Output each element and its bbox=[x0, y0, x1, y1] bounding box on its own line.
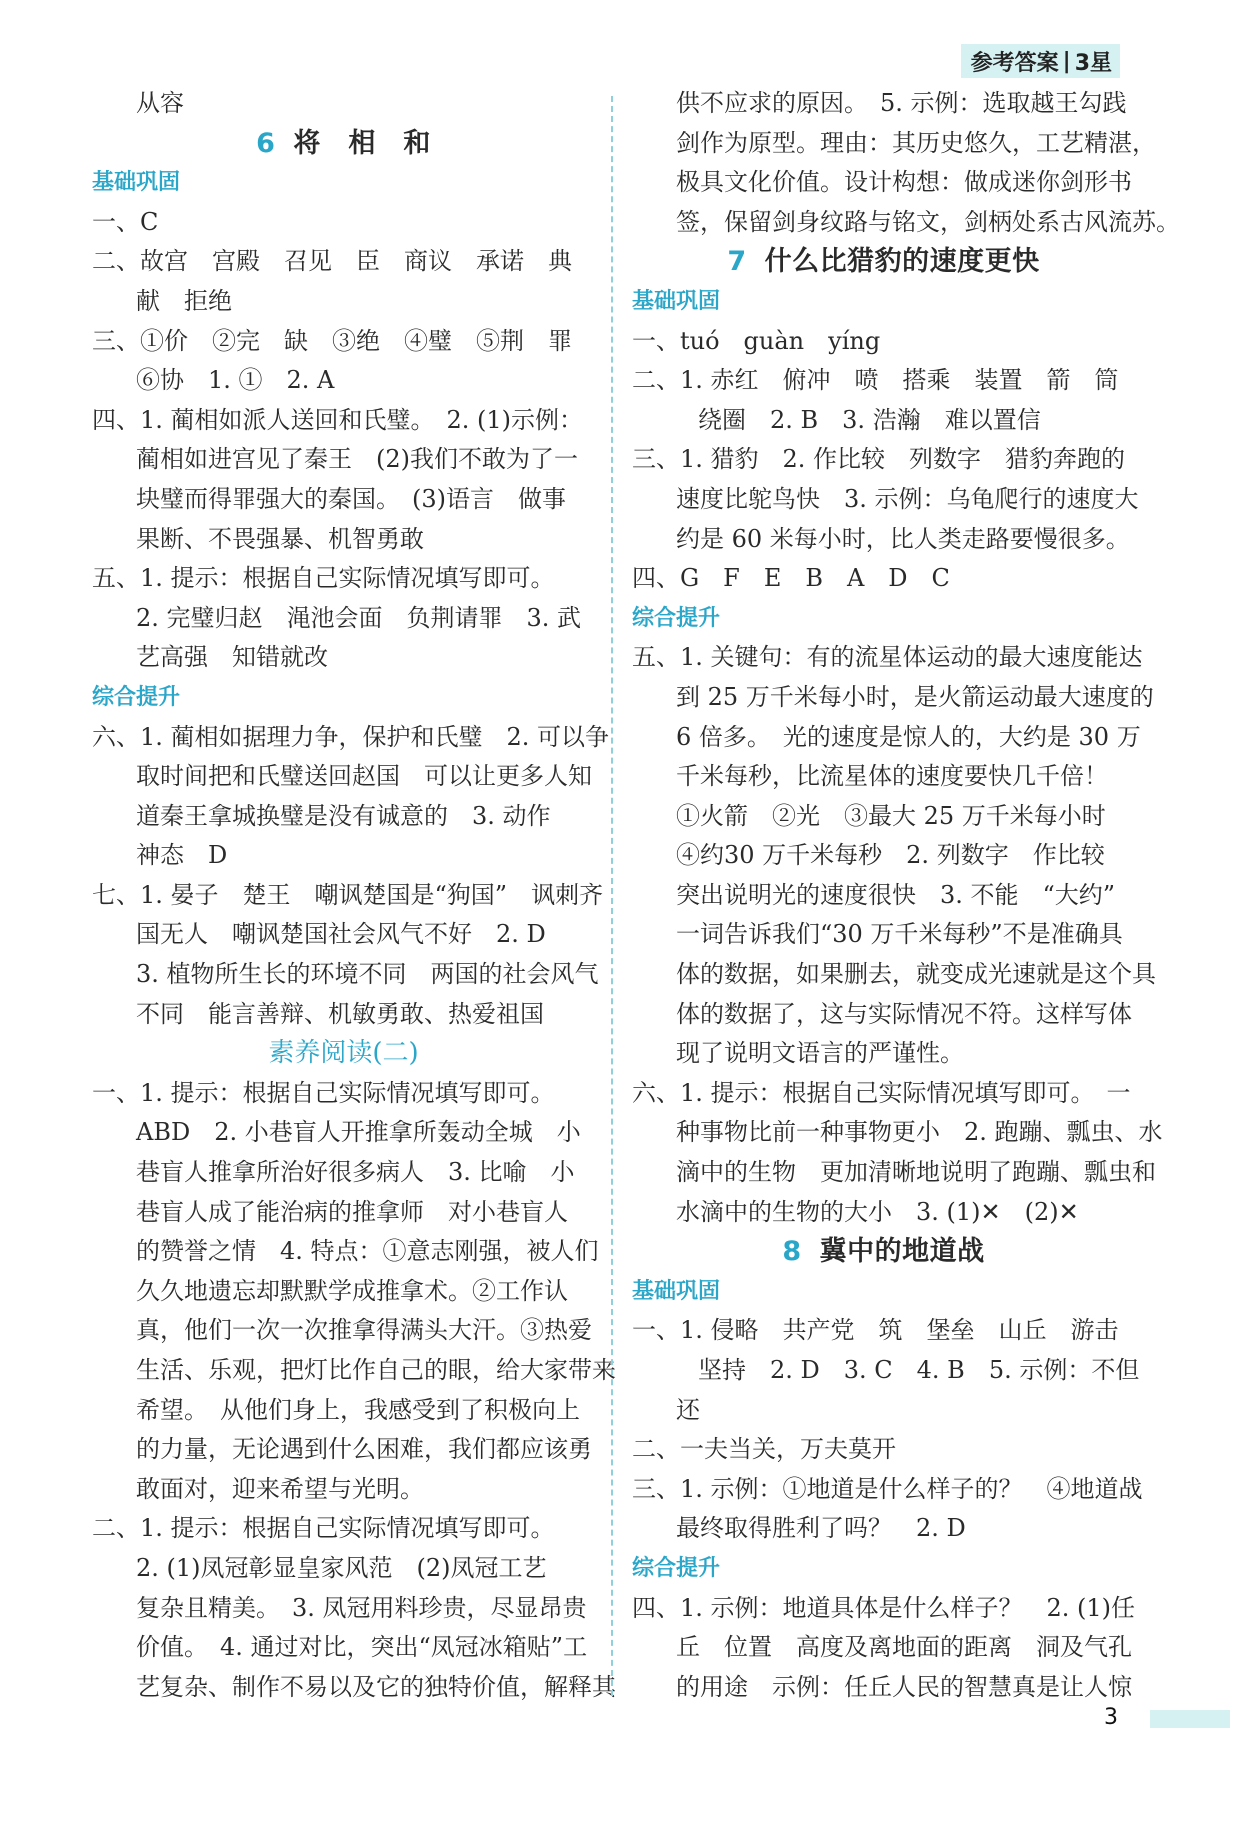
answer-line: 五、1. 提示：根据自己实际情况填写即可。 bbox=[92, 564, 555, 593]
answer-line: 从容 bbox=[136, 89, 184, 117]
answer-line: 水滴中的生物的大小 3. (1)✕ (2)✕ bbox=[676, 1197, 1079, 1226]
answer-line: 敢面对，迎来希望与光明。 bbox=[136, 1474, 424, 1503]
answer-line: 四、G F E B A D C bbox=[632, 564, 950, 593]
answer-line: 一、tuó guàn yíng bbox=[632, 326, 881, 355]
section-heading: 综合提升 bbox=[632, 605, 721, 631]
answer-line: 二、1. 赤红 俯冲 喷 搭乘 装置 箭 筒 bbox=[632, 366, 1119, 395]
lesson-title-text: 将 相 和 bbox=[293, 127, 431, 159]
reading-title: 素养阅读(二) bbox=[268, 1038, 419, 1069]
answer-line: 2. (1)凤冠彰显皇家风范 (2)凤冠工艺 bbox=[136, 1553, 547, 1582]
answer-line: 3. 植物所生长的环境不同 两国的社会风气 bbox=[136, 960, 599, 989]
section-heading: 基础巩固 bbox=[632, 1278, 721, 1304]
answer-line: 坚持 2. D 3. C 4. B 5. 示例：不但 bbox=[698, 1356, 1140, 1384]
answer-line: 现了说明文语言的严谨性。 bbox=[676, 1039, 964, 1068]
answer-line: 四、1. 蔺相如派人送回和氏璧。 2. (1)示例： bbox=[92, 405, 584, 434]
lesson-title-text: 什么比猎豹的速度更快 bbox=[764, 246, 1040, 278]
answer-line: 突出说明光的速度很快 3. 不能 “大约” bbox=[676, 880, 1116, 909]
answer-line: 二、故宫 宫殿 召见 臣 商议 承诺 典 bbox=[92, 247, 572, 276]
answer-line: ④约30 万千米每秒 2. 列数字 作比较 bbox=[676, 841, 1105, 870]
answer-line: 六、1. 蔺相如据理力争，保护和氏璧 2. 可以争 bbox=[92, 722, 610, 751]
answer-line: 二、1. 提示：根据自己实际情况填写即可。 bbox=[92, 1514, 555, 1543]
answer-line: 二、一夫当关，万夫莫开 bbox=[632, 1435, 896, 1464]
answer-line: 千米每秒，比流星体的速度要快几千倍！ bbox=[676, 762, 1108, 791]
right-column bbox=[632, 84, 1180, 1707]
answer-line: 国无人 嘲讽楚国社会风气不好 2. D bbox=[136, 920, 546, 949]
answer-line: 不同 能言善辩、机敏勇敢、热爱祖国 bbox=[136, 999, 544, 1028]
answer-line: 绕圈 2. B 3. 浩瀚 难以置信 bbox=[698, 405, 1041, 434]
answer-line: 还 bbox=[676, 1395, 700, 1424]
answer-line: 丘 位置 高度及离地面的距离 洞及气孔 bbox=[676, 1633, 1132, 1662]
answer-line: 四、1. 示例：地道具体是什么样子？ 2. (1)任 bbox=[632, 1593, 1136, 1622]
answer-line: 约是 60 米每小时，比人类走路要慢很多。 bbox=[676, 524, 1130, 553]
answer-line: 五、1. 关键句：有的流星体运动的最大速度能达 bbox=[632, 643, 1143, 672]
page-number: 3 bbox=[1104, 1705, 1118, 1730]
header-label: 参考答案 bbox=[970, 50, 1059, 76]
answer-line: 生活、乐观，把灯比作自己的眼，给大家带来 bbox=[136, 1356, 616, 1384]
answer-line: 道秦王拿城换璧是没有诚意的 3. 动作 bbox=[136, 801, 551, 830]
answer-line: 巷盲人成了能治病的推拿师 对小巷盲人 bbox=[136, 1197, 568, 1226]
lesson-number: 6 bbox=[256, 127, 276, 159]
answer-line: 希望。 从他们身上，我感受到了积极向上 bbox=[136, 1395, 580, 1424]
answer-line: 取时间把和氏璧送回赵国 可以让更多人知 bbox=[136, 762, 592, 791]
answer-line: 六、1. 提示：根据自己实际情况填写即可。 一 bbox=[632, 1078, 1131, 1107]
left-column bbox=[92, 84, 616, 1707]
answer-line: 体的数据，如果删去，就变成光速就是这个具 bbox=[676, 960, 1156, 989]
lesson-number: 7 bbox=[727, 246, 747, 278]
answer-line: 一、1. 侵略 共产党 筑 堡垒 山丘 游击 bbox=[632, 1316, 1119, 1345]
lesson-title bbox=[632, 1232, 1135, 1272]
answer-line: 蔺相如进宫见了秦王 (2)我们不敢为了一 bbox=[136, 445, 578, 474]
header-grade: 3星 bbox=[1074, 50, 1112, 76]
answer-line: 三、①价 ②完 缺 ③绝 ④璧 ⑤荆 罪 bbox=[92, 326, 572, 355]
section-heading: 综合提升 bbox=[632, 1555, 721, 1581]
lesson-number: 8 bbox=[782, 1236, 802, 1268]
answer-line: 的力量，无论遇到什么困难，我们都应该勇 bbox=[136, 1435, 592, 1464]
answer-line: 极具文化价值。设计构想：做成迷你剑形书 bbox=[676, 168, 1132, 197]
answer-line: 艺高强 知错就改 bbox=[136, 643, 328, 672]
answer-line: 签，保留剑身纹路与铭文，剑柄处系古风流苏。 bbox=[676, 207, 1180, 236]
answer-line: 艺复杂、制作不易以及它的独特价值，解释其 bbox=[136, 1672, 616, 1701]
lesson-title-text: 冀中的地道战 bbox=[819, 1236, 985, 1268]
answer-line: 滴中的生物 更加清晰地说明了跑蹦、瓢虫和 bbox=[676, 1158, 1156, 1187]
answer-line: ABD 2. 小巷盲人开推拿所轰动全城 小 bbox=[136, 1118, 581, 1147]
answer-line: 剑作为原型。理由：其历史悠久，工艺精湛， bbox=[676, 128, 1156, 157]
answer-line: 巷盲人推拿所治好很多病人 3. 比喻 小 bbox=[136, 1158, 575, 1187]
answer-line: 久久地遗忘却默默学成推拿术。②工作认 bbox=[136, 1276, 568, 1305]
answer-line: 献 拒绝 bbox=[136, 286, 232, 315]
answer-line: 供不应求的原因。 5. 示例：选取越王勾践 bbox=[676, 89, 1127, 117]
lesson-title bbox=[92, 124, 595, 164]
answer-line: 一词告诉我们“30 万千米每秒”不是准确具 bbox=[676, 920, 1123, 949]
section-heading: 综合提升 bbox=[92, 684, 181, 710]
answer-line: 一、C bbox=[92, 207, 159, 236]
answer-line: 的赞誉之情 4. 特点：①意志刚强，被人们 bbox=[136, 1237, 599, 1266]
lesson-title bbox=[632, 242, 1135, 282]
answer-line: ①火箭 ②光 ③最大 25 万千米每小时 bbox=[676, 801, 1106, 830]
answer-line: 真，他们一次一次推拿得满头大汗。③热爱 bbox=[136, 1316, 592, 1345]
answer-line: 神态 D bbox=[136, 841, 228, 870]
answer-line: 体的数据了，这与实际情况不符。这样写体 bbox=[676, 999, 1132, 1028]
section-heading: 基础巩固 bbox=[92, 170, 181, 196]
answer-line: 2. 完璧归赵 渑池会面 负荆请罪 3. 武 bbox=[136, 603, 582, 632]
answer-line: 价值。 4. 通过对比，突出“凤冠冰箱贴”工 bbox=[136, 1633, 588, 1662]
answer-line: ⑥协 1. ① 2. A bbox=[136, 366, 335, 395]
page-number-bar bbox=[1150, 1710, 1230, 1728]
answer-line: 三、1. 猎豹 2. 作比较 列数字 猎豹奔跑的 bbox=[632, 445, 1126, 474]
answer-line: 速度比鸵鸟快 3. 示例：乌龟爬行的速度大 bbox=[676, 484, 1139, 513]
header-separator: | bbox=[1062, 48, 1071, 74]
answer-key-tag bbox=[961, 44, 1120, 78]
answer-line: 七、1. 晏子 楚王 嘲讽楚国是“狗国” 讽刺齐 bbox=[92, 880, 604, 909]
answer-line: 果断、不畏强暴、机智勇敢 bbox=[136, 524, 424, 553]
answer-line: 三、1. 示例：①地道是什么样子的？ ④地道战 bbox=[632, 1474, 1143, 1503]
section-heading: 基础巩固 bbox=[632, 288, 721, 314]
column-divider bbox=[611, 96, 613, 1696]
answer-line: 块璧而得罪强大的秦国。 (3)语言 做事 bbox=[136, 484, 566, 513]
answer-line: 最终取得胜利了吗？ 2. D bbox=[676, 1514, 966, 1543]
answer-line: 复杂且精美。 3. 凤冠用料珍贵，尽显昂贵 bbox=[136, 1593, 587, 1622]
answer-line: 到 25 万千米每小时，是火箭运动最大速度的 bbox=[676, 682, 1154, 711]
answer-line: 6 倍多。 光的速度是惊人的，大约是 30 万 bbox=[676, 722, 1141, 751]
answer-line: 一、1. 提示：根据自己实际情况填写即可。 bbox=[92, 1078, 555, 1107]
answer-line: 种事物比前一种事物更小 2. 跑蹦、瓢虫、水 bbox=[676, 1118, 1163, 1147]
answer-line: 的用途 示例：任丘人民的智慧真是让人惊 bbox=[676, 1672, 1132, 1701]
